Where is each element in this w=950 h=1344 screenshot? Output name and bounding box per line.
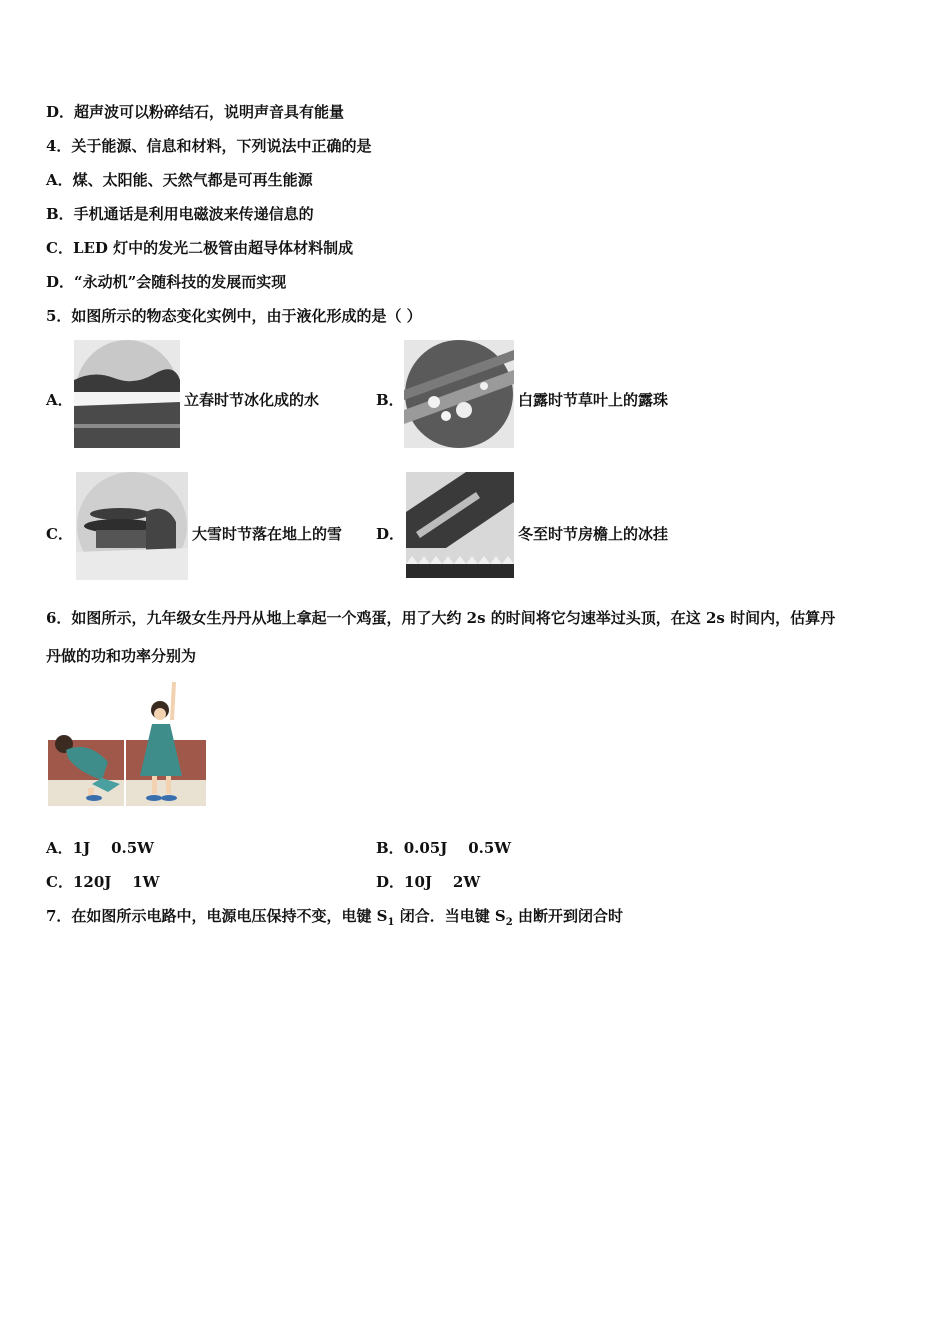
q5-option-c-label: C．: [46, 525, 73, 543]
q6-stem-line1: 6．如图所示，九年级女生丹丹从地上拿起一个鸡蛋，用了大约 2s 的时间将它匀速举过头顶，在这 2s 时间内，估算丹: [46, 609, 836, 627]
q6-option-a: A．1J 0.5W: [46, 839, 155, 857]
q4-option-d: D．“永动机”会随科技的发展而实现: [46, 273, 287, 291]
q5-option-a-caption: 立春时节冰化成的水: [184, 391, 320, 409]
snow-on-ground-photo: [76, 472, 188, 580]
q5-option-d-caption: 冬至时节房檐上的冰挂: [518, 525, 669, 543]
q4-option-b: B．手机通话是利用电磁波来传递信息的: [46, 205, 314, 223]
q6-option-c: C．120J 1W: [46, 873, 160, 891]
q5-option-c-caption: 大雪时节落在地上的雪: [192, 525, 343, 543]
q3-option-d: D．超声波可以粉碎结石，说明声音具有能量: [46, 103, 345, 121]
q4-stem: 4．关于能源、信息和材料，下列说法中正确的是: [46, 137, 372, 155]
q5-option-d-label: D．: [376, 525, 405, 543]
q5-option-b-caption: 白露时节草叶上的露珠: [518, 391, 669, 409]
icicles-on-eaves-photo: [406, 472, 514, 578]
q5-stem: 5．如图所示的物态变化实例中，由于液化形成的是（ ）: [46, 307, 422, 325]
dew-on-grass-photo: [404, 340, 514, 448]
q6-option-d: D．10J 2W: [376, 873, 481, 891]
q4-option-a: A．煤、太阳能、天然气都是可再生能源: [46, 171, 313, 189]
q7-stem: 7．在如图所示电路中，电源电压保持不变，电键 $S_1$ 闭合．当电键 $S_2$ 由断开到闭合时: [46, 907, 623, 928]
q6-option-b: B．0.05J 0.5W: [376, 839, 512, 857]
spring-ice-melt-photo: [74, 340, 180, 448]
q5-option-a-label: A．: [46, 391, 73, 409]
girl-lifting-egg-illustration: [48, 680, 206, 806]
q6-stem-line2: 丹做的功和功率分别为: [46, 647, 197, 665]
q4-option-c: C．LED 灯中的发光二极管由超导体材料制成: [46, 239, 354, 257]
q5-option-b-label: B．: [376, 391, 404, 409]
